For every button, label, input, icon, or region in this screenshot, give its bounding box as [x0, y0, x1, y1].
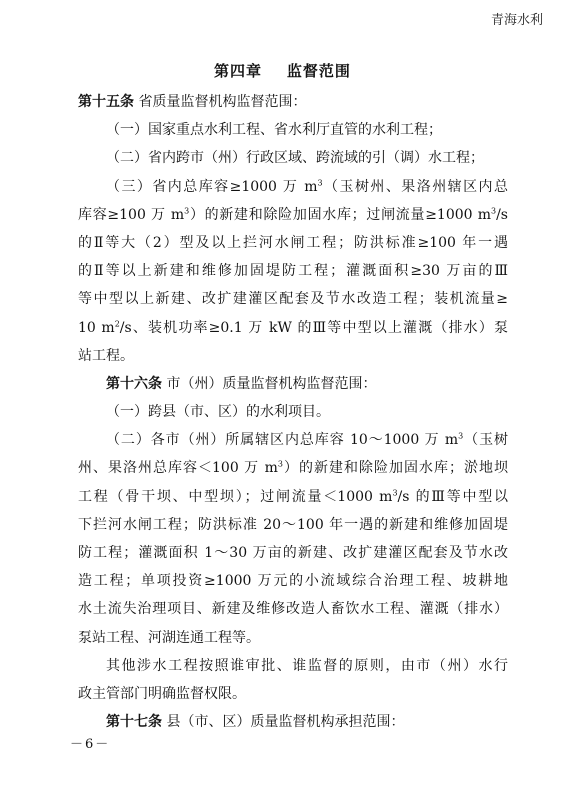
- article-16-item-2-line-7: 水土流失治理项目、新建及维修改造人畜饮水工程、灌溉（排水）: [78, 601, 508, 618]
- other-projects-line-2: 政主管部门明确监督权限。: [78, 685, 246, 702]
- superscript: 2: [114, 318, 120, 328]
- chapter-title: 第四章 监督范围: [214, 62, 351, 80]
- article-16-item-2-line-6: 造工程；单项投资≥1000 万元的小流域综合治理工程、坡耕地: [78, 573, 508, 590]
- article-17-intro: 县（市、区）质量监督机构承担范围：: [162, 714, 405, 731]
- article-15-item-3-line-6: [78, 314, 508, 342]
- article-15-item-3-line-1: [78, 173, 508, 201]
- article-16-intro: 市（州）质量监督机构监督范围：: [162, 375, 377, 392]
- article-17-label: 第十七条: [106, 714, 162, 731]
- text-run: 工程（骨干坝、中型坝）；过闸流量＜1000 m: [78, 488, 393, 505]
- article-16-item-2-line-1: [78, 426, 508, 454]
- article-16-item-2-line-8: 泵站工程、河湖连通工程等。: [78, 629, 260, 646]
- header-tag: 青海水利: [490, 13, 543, 28]
- text-run: 10 m: [78, 319, 115, 336]
- superscript: 3: [184, 206, 190, 216]
- text-run: /s: [496, 206, 508, 223]
- article-16-item-2-line-3: [78, 483, 508, 511]
- article-16-item-1: （一）跨县（市、区）的水利项目。: [106, 404, 330, 421]
- article-15-item-3-line-3: 的Ⅱ等大（2）型及以上拦河水闸工程；防洪标准≥100 年一遇: [78, 234, 508, 251]
- superscript: 3: [277, 459, 283, 469]
- other-projects-line-1: 其他涉水工程按照谁审批、谁监督的原则，由市（州）水行: [106, 657, 508, 674]
- text-run: （二）各市（州）所属辖区内总库容 10～1000 万 m: [106, 432, 459, 449]
- text-run: ）的新建和除险加固水库；过闸流量≥1000 m: [189, 206, 491, 223]
- superscript: 3: [458, 431, 464, 441]
- superscript: 3: [491, 206, 497, 216]
- text-run: /s、装机功率≥0.1 万 kW 的Ⅲ等中型以上灌溉（排水）泵: [119, 319, 508, 336]
- superscript: 3: [317, 177, 323, 187]
- text-run: （玉树州、果洛州辖区内总: [322, 178, 508, 195]
- text-run: ）的新建和除险加固水库；淤地坝: [283, 460, 508, 477]
- article-16-label: 第十六条: [106, 375, 162, 392]
- article-16-heading: [78, 370, 508, 398]
- page-number: －6－: [70, 737, 111, 752]
- article-16-item-2-line-2: [78, 454, 508, 482]
- text-run: （玉树: [463, 432, 508, 449]
- article-16-item-2-line-4: 下拦河水闸工程；防洪标准 20～100 年一遇的新建和维修加固堤: [78, 516, 508, 533]
- text-run: 库容≥100 万 m: [78, 206, 185, 223]
- article-15-label: 第十五条: [78, 94, 134, 110]
- text-run: 州、果洛州总库容＜100 万 m: [78, 460, 278, 477]
- superscript: 3: [392, 487, 398, 497]
- text-run: /s 的Ⅲ等中型以: [397, 488, 508, 505]
- article-15-item-3-line-5: 等中型以上新建、改扩建灌区配套及节水改造工程；装机流量≥: [78, 291, 508, 308]
- article-15-item-2: （二）省内跨市（州）行政区域、跨流域的引（调）水工程；: [106, 150, 484, 167]
- article-15-intro: 省质量监督机构监督范围：: [134, 94, 307, 110]
- article-15-item-3-line-4: 的Ⅱ等以上新建和维修加固堤防工程；灌溉面积≥30 万亩的Ⅲ: [78, 263, 508, 280]
- text-run: （三）省内总库容≥1000 万 m: [106, 178, 318, 195]
- article-15-item-1: （一）国家重点水利工程、省水利厅直管的水利工程；: [106, 122, 442, 139]
- article-15-heading: [78, 88, 508, 116]
- article-17-heading: [78, 708, 508, 736]
- document-body: [78, 88, 508, 736]
- article-15-item-3-line-7: 站工程。: [78, 347, 134, 364]
- article-15-item-3-line-2: [78, 201, 508, 229]
- article-16-item-2-line-5: 防工程；灌溉面积 1～30 万亩的新建、改扩建灌区配套及节水改: [78, 545, 508, 561]
